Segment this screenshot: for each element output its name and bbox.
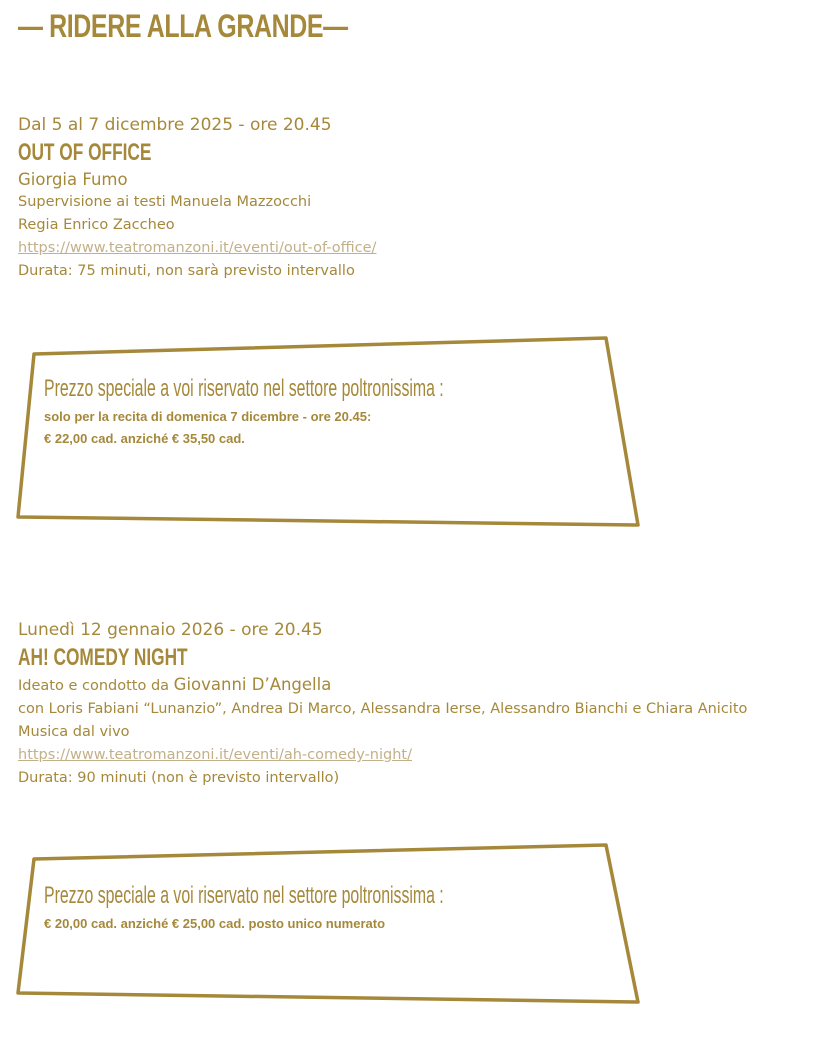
price-offer-box: [14, 336, 644, 531]
event-date: Lunedì 12 gennaio 2026 - ore 20.45: [18, 620, 323, 640]
event-title: OUT OF OFFICE: [18, 139, 152, 166]
event-date: Dal 5 al 7 dicembre 2025 - ore 20.45: [18, 115, 332, 135]
offer-line: solo per la recita di domenica 7 dicembre - ore 20.45:: [44, 409, 372, 424]
offer-line: € 22,00 cad. anziché € 35,50 cad.: [44, 431, 245, 446]
event-performer-line: [18, 673, 818, 698]
event-credit: Musica dal vivo: [18, 724, 130, 740]
event-performer: Giorgia Fumo: [18, 170, 128, 189]
event-link[interactable]: https://www.teatromanzoni.it/eventi/out-of-office/: [18, 240, 377, 256]
event-out-of-office: [18, 114, 818, 283]
event-credit: Supervisione ai testi Manuela Mazzocchi: [18, 194, 312, 210]
event-performer-prefix: Ideato e condotto da: [18, 678, 174, 694]
event-ah-comedy-night: [18, 619, 818, 790]
event-duration: Durata: 75 minuti, non sarà previsto intervallo: [18, 263, 355, 279]
price-offer-box: [14, 843, 644, 1038]
event-credit: Regia Enrico Zaccheo: [18, 217, 175, 233]
offer-title: Prezzo speciale a voi riservato nel settore poltronissima :: [44, 882, 444, 909]
event-link[interactable]: https://www.teatromanzoni.it/eventi/ah-comedy-night/: [18, 747, 412, 763]
event-credit: con Loris Fabiani “Lunanzio”, Andrea Di Marco, Alessandra Ierse, Alessandro Bianchi e Chiara Anicito: [18, 701, 748, 717]
page-title: — RIDERE ALLA GRANDE—: [18, 8, 348, 44]
event-duration: Durata: 90 minuti (non è previsto intervallo): [18, 770, 340, 786]
offer-title: Prezzo speciale a voi riservato nel settore poltronissima :: [44, 375, 444, 402]
offer-line: € 20,00 cad. anziché € 25,00 cad. posto unico numerato: [44, 916, 386, 931]
event-title: AH! COMEDY NIGHT: [18, 644, 188, 671]
event-performer: Giovanni D’Angella: [173, 675, 332, 694]
